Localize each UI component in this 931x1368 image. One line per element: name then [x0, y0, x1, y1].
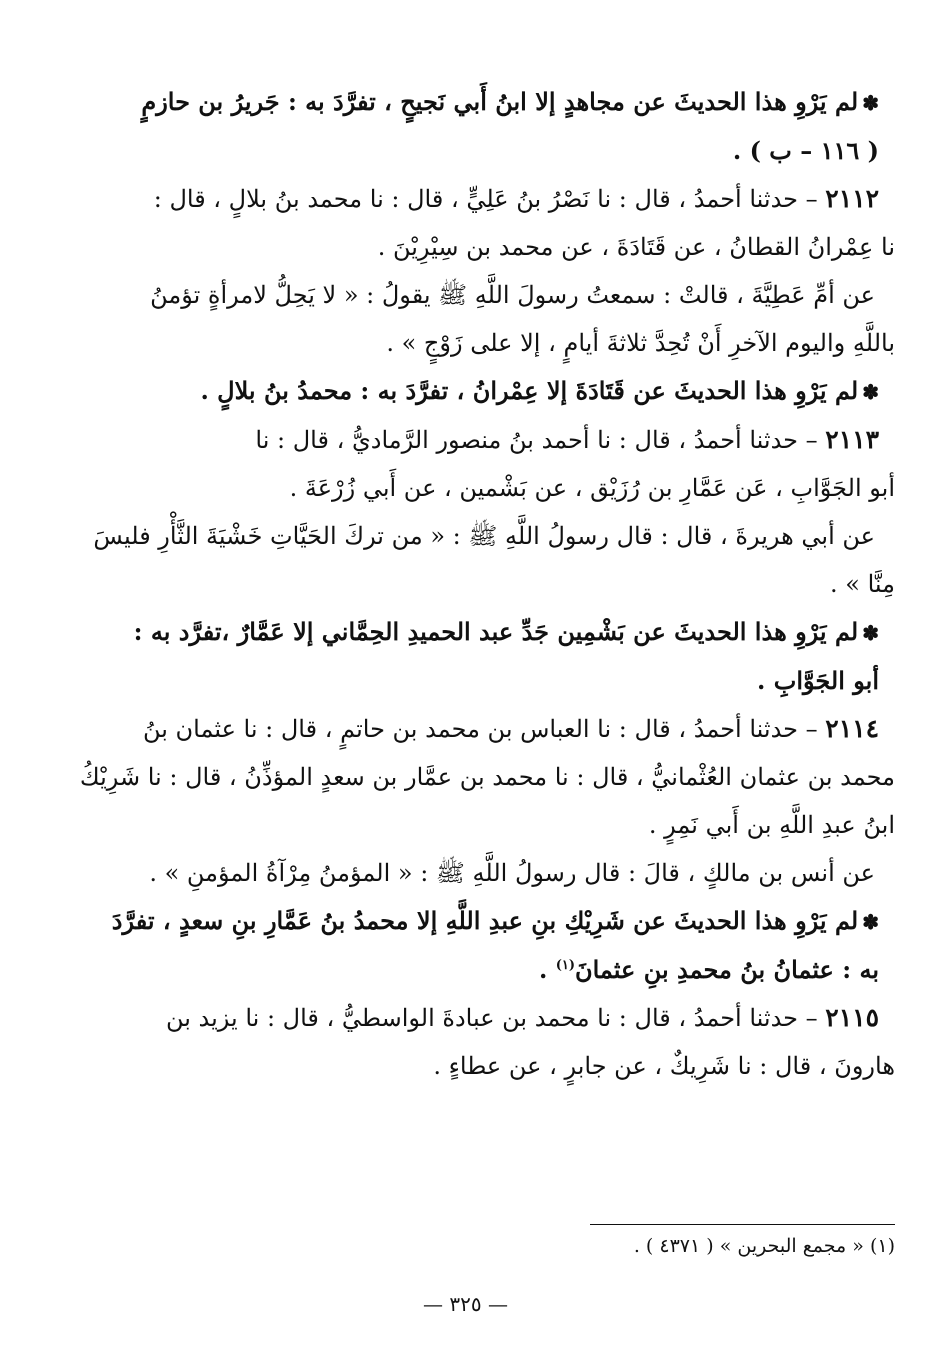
note-line: ( ١١٦ – ب ) .	[732, 136, 879, 165]
hadith-isnad-line: ٢١١٢ – حدثنا أحمدُ ، قال : نا نَصْرُ بنُ عَلِيٍّ ، قال : نا محمد بنُ بلالٍ ، قال :	[153, 184, 879, 213]
hadith-matn-line: مِنَّا » .	[830, 570, 895, 598]
hadith-matn-line: عن أنس بن مالكٍ ، قالَ : قال رسولُ اللَّهِ ﷺ : « المؤمنُ مِرْآةُ المؤمنِ » .	[149, 859, 875, 887]
hadith-isnad-line: أبو الجَوَّابِ ، عَن عَمَّارِ بن رُزَيْق ، عن بَشْمين ، عن أَبي زُرْعَةَ .	[289, 474, 895, 502]
hadith-isnad-line: محمد بن عثمان العُثْمانيُّ ، قال : نا محمد بن عمَّار بن سعدٍ المؤذِّنُ ، قال : نا شَرِيْكُ	[79, 763, 895, 791]
note-star-icon: ✽	[862, 621, 879, 645]
hadith-block	[70, 175, 895, 367]
note-star-icon: ✽	[862, 91, 879, 115]
note-line: ✽لم يَرْوِ هذا الحديثَ عن قَتَادَةَ إلا عِمْرانُ ، تفرَّدَ به : محمدُ بنُ بلالٍ .	[200, 376, 879, 405]
note-block	[70, 78, 895, 175]
footnote: (١) « مجمع البحرين » ( ٤٣٧١ ) .	[633, 1235, 895, 1257]
hadith-matn-line: عن أمِّ عَطِيَّةَ ، قالتْ : سمعتُ رسولَ اللَّهِ ﷺ يقولُ : « لا يَحِلُّ لامرأةٍ تؤمنُ	[150, 281, 875, 309]
note-star-icon: ✽	[862, 910, 879, 934]
hadith-isnad-line: ٢١١٤ – حدثنا أحمدُ ، قال : نا العباس بن محمد بن حاتمٍ ، قال : نا عثمان بنُ	[142, 714, 879, 743]
hadith-block	[70, 416, 895, 608]
hadith-isnad-line: نا عِمْرانُ القطانُ ، عن قَتَادَةَ ، عن محمد بن سِيْرِيْنَ .	[377, 233, 895, 261]
hadith-matn-line: عن أبي هريرةَ ، قال : قال رسولُ اللَّهِ ﷺ : « من تركَ الحَيَّاتِ خَشْيَةَ الثَّأْرِ فليسَ	[93, 522, 875, 550]
note-line: ✽لم يَرْوِ هذا الحديثَ عن بَشْمِين جَدِّ عبد الحميدِ الحِمَّاني إلا عَمَّارٌ ،تفرَّد به :	[133, 617, 879, 646]
page-number: — ٣٢٥ —	[423, 1292, 508, 1316]
hadith-isnad-line: ابنُ عبدِ اللَّهِ بن أَبي نَمِرٍ .	[648, 811, 895, 839]
note-block	[70, 897, 895, 994]
hadith-isnad-line: هارونَ ، قال : نا شَرِيكٌ ، عن جابرٍ ، عن عطاءٍ .	[433, 1052, 895, 1080]
note-line: ✽لم يَرْوِ هذا الحديثَ عن مجاهدٍ إلا ابنُ أَبي نَجيحٍ ، تفرَّدَ به : جَريرُ بن حازمٍ	[141, 87, 879, 116]
note-star-icon: ✽	[862, 380, 879, 404]
hadith-matn-line: باللَّهِ واليوم الآخرِ أَنْ تُحِدَّ ثلاثةَ أيامٍ ، إلا على زَوْجٍ » .	[386, 329, 895, 357]
note-line: ✽لم يَرْوِ هذا الحديثَ عن شَرِيْكِ بنِ عبدِ اللَّهِ إلا محمدُ بنُ عَمَّارِ بنِ سعدٍ ، تفرَّدَ	[111, 906, 879, 935]
note-line: به : عثمانُ بنُ محمدِ بنِ عثمانَ$^{(١)}$ .	[538, 955, 879, 984]
footnote-divider	[590, 1224, 895, 1225]
hadith-number: ٢١١٥	[825, 1003, 879, 1032]
hadith-block	[70, 705, 895, 897]
note-line: أبو الجَوَّابِ .	[757, 666, 879, 695]
hadith-number: ٢١١٤	[825, 714, 879, 743]
note-block	[70, 608, 895, 705]
hadith-number: ٢١١٢	[825, 184, 879, 213]
note-block	[70, 367, 895, 416]
hadith-block	[70, 994, 895, 1090]
hadith-number: ٢١١٣	[825, 425, 879, 454]
footnote-reference[interactable]: (١)	[555, 958, 575, 973]
hadith-isnad-line: ٢١١٣ – حدثنا أحمدُ ، قال : نا أحمد بنُ منصور الرَّماديُّ ، قال : نا	[255, 425, 879, 454]
hadith-isnad-line: ٢١١٥ – حدثنا أحمدُ ، قال : نا محمد بن عبادةَ الواسطيُّ ، قال : نا يزيد بن	[165, 1003, 879, 1032]
